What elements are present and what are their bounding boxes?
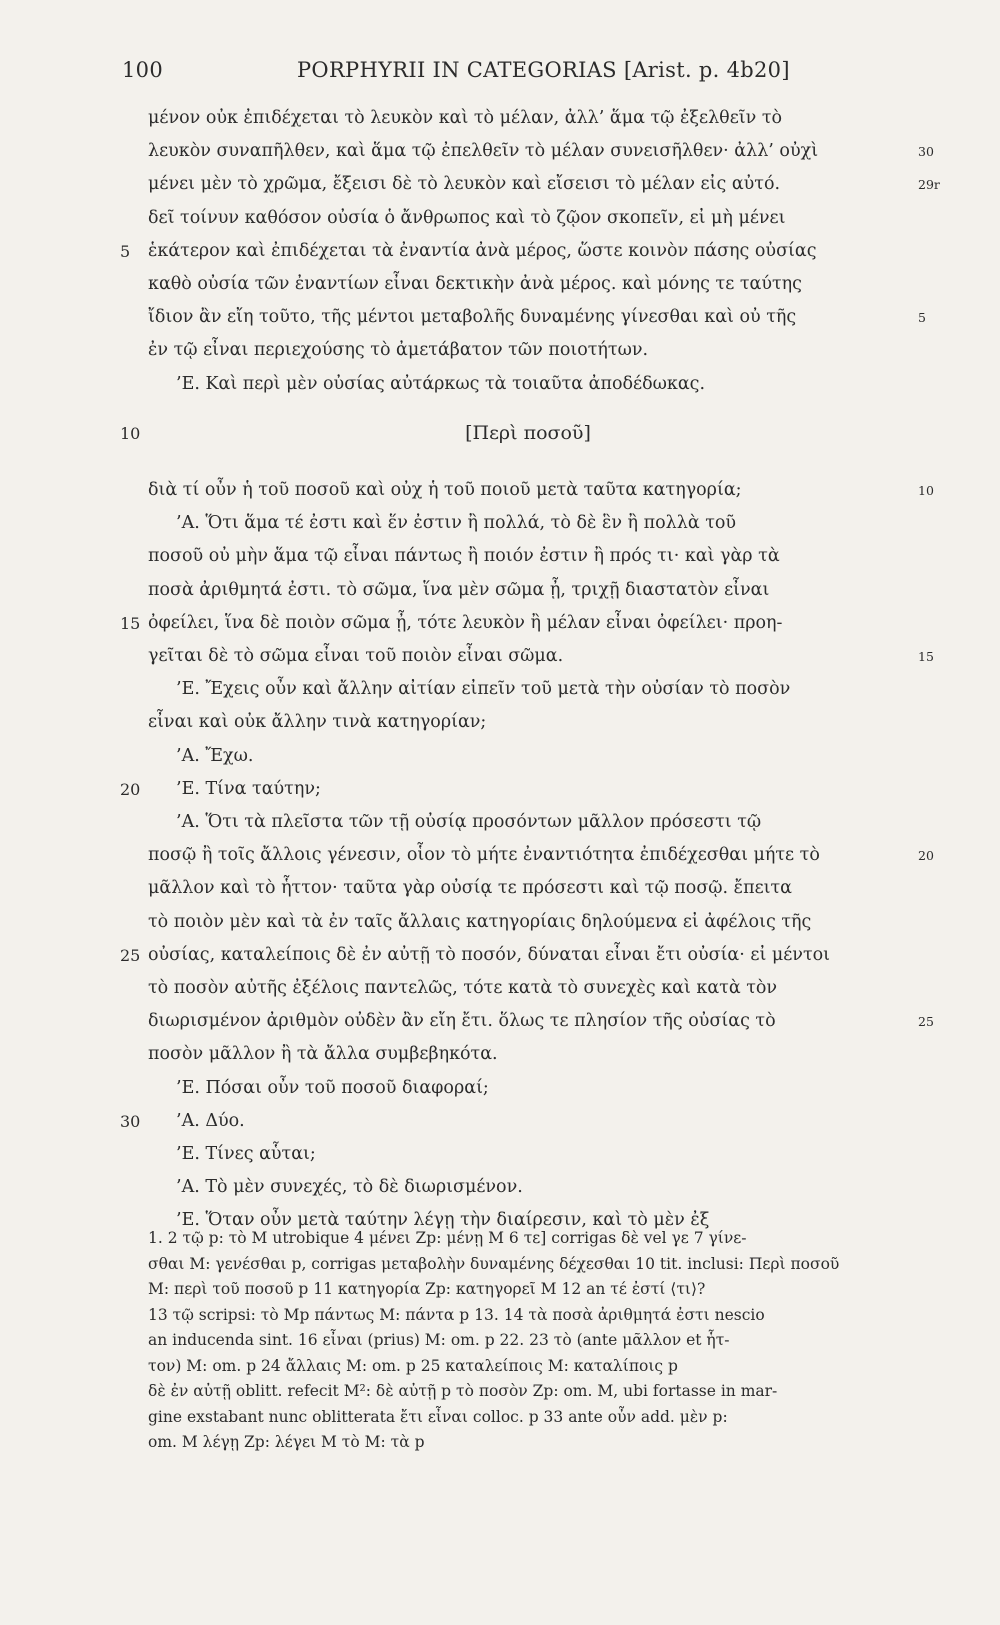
line-number: 20 — [120, 779, 141, 799]
apparatus-line: an inducenda sint. 16 εἶναι (prius) M: om. p 22. 23 τὸ (ante μᾶλλον et ἧτ- — [148, 1331, 730, 1349]
text-line: μένον οὐκ ἐπιδέχεται τὸ λευκὸν καὶ τὸ μέλαν, ἀλλ’ ἅμα τῷ ἐξελθεῖν τὸ — [148, 108, 783, 128]
text-line: διὰ τί οὖν ἡ τοῦ ποσοῦ καὶ οὐχ ἡ τοῦ ποιοῦ μετὰ ταῦτα κατηγορία; — [148, 480, 742, 500]
text-line: ’Α. Δύο. — [176, 1110, 245, 1131]
text-line: ’Ε. Καὶ περὶ μὲν οὐσίας αὐτάρκως τὰ τοιαῦτα ἀποδέδωκας. — [176, 373, 706, 394]
text-line: ἴδιον ἂν εἴη τοῦτο, τῆς μέντοι μεταβολῆς δυναμένης γίνεσθαι καὶ οὐ τῆς — [148, 307, 797, 328]
text-line: μᾶλλον καὶ τὸ ἧττον· ταῦτα γὰρ οὐσίᾳ τε πρόσεστι καὶ τῷ ποσῷ. ἔπειτα — [148, 878, 792, 899]
text-line: ἐν τῷ εἶναι περιεχούσης τὸ ἀμετάβατον τῶν ποιοτήτων. — [148, 340, 649, 361]
line-number: 15 — [120, 613, 141, 633]
page-number: 100 — [122, 58, 163, 82]
line-number: 25 — [120, 945, 141, 965]
margin-reference: 15 — [918, 649, 934, 664]
margin-reference: 25 — [918, 1014, 934, 1030]
text-line: ’Ε. Πόσαι οὖν τοῦ ποσοῦ διαφοραί; — [176, 1077, 489, 1098]
margin-reference: 30 — [918, 144, 934, 160]
text-line: τὸ ποσὸν αὐτῆς ἐξέλοις παντελῶς, τότε κατὰ τὸ συνεχὲς καὶ κατὰ τὸν — [148, 978, 778, 998]
text-line: ἑκάτερον καὶ ἐπιδέχεται τὰ ἐναντία ἀνὰ μέρος, ὥστε κοινὸν πάσης οὐσίας — [148, 240, 817, 261]
margin-reference: 5 — [918, 310, 926, 326]
text-line: οὐσίας, καταλείποις δὲ ἐν αὐτῇ τὸ ποσόν, δύναται εἶναι ἔτι οὐσία· εἰ μέντοι — [148, 944, 831, 965]
running-head: PORPHYRII IN CATEGORIAS [Arist. p. 4b20] — [297, 58, 790, 82]
text-line: μένει μὲν τὸ χρῶμα, ἔξεισι δὲ τὸ λευκὸν καὶ εἴσεισι τὸ μέλαν εἰς αὐτό. — [148, 174, 781, 195]
apparatus-line: τον) M: om. p 24 ἄλλαις M: om. p 25 καταλείποις M: καταλίποις p — [148, 1356, 678, 1375]
text-line: διωρισμένον ἀριθμὸν οὐδὲν ἂν εἴη ἔτι. ὅλως τε πλησίον τῆς οὐσίας τὸ — [148, 1011, 776, 1032]
text-line: ’Ε. Ἔχεις οὖν καὶ ἄλλην αἰτίαν εἰπεῖν τοῦ μετὰ τὴν οὐσίαν τὸ ποσὸν — [176, 679, 791, 700]
apparatus-line: 1. 2 τῷ p: τὸ M utrobique 4 μένει Zp: μένῃ M 6 τε] corrigas δὲ vel γε 7 γίνε- — [148, 1229, 747, 1247]
text-line: ’Α. Τὸ μὲν συνεχές, τὸ δὲ διωρισμένον. — [176, 1177, 523, 1198]
margin-reference: 20 — [918, 848, 934, 864]
margin-reference: 10 — [918, 483, 934, 498]
text-line: ’Ε. Τίνες αὗται; — [176, 1144, 316, 1164]
margin-reference: 29r — [918, 177, 940, 193]
text-line: ’Ε. Τίνα ταύτην; — [176, 778, 321, 799]
text-line: εἶναι καὶ οὐκ ἄλλην τινὰ κατηγορίαν; — [148, 712, 487, 733]
text-line: ’Ε. Ὅταν οὖν μετὰ ταύτην λέγῃ τὴν διαίρεσιν, καὶ τὸ μὲν ἐξ — [176, 1210, 710, 1231]
text-line: ποσοῦ οὐ μὴν ἅμα τῷ εἶναι πάντως ἢ ποιόν ἐστιν ἢ πρός τι· καὶ γὰρ τὰ — [148, 546, 780, 567]
text-line: λευκὸν συναπῆλθεν, καὶ ἅμα τῷ ἐπελθεῖν τὸ μέλαν συνεισῆλθεν· ἀλλ’ οὐχὶ — [148, 141, 819, 162]
text-line: ποσῷ ἢ τοῖς ἄλλοις γένεσιν, οἷον τὸ μήτε ἐναντιότητα ἐπιδέχεσθαι μήτε τὸ — [148, 845, 820, 866]
section-title-line-number: 10 — [120, 424, 141, 443]
critical-apparatus — [148, 1226, 918, 1456]
apparatus-line: om. M λέγῃ Zp: λέγει M τὸ M: τὰ p — [148, 1433, 425, 1451]
text-line: ’Α. Ὅτι τὰ πλεῖστα τῶν τῇ οὐσίᾳ προσόντων μᾶλλον πρόσεστι τῷ — [176, 812, 762, 832]
text-line: καθὸ οὐσία τῶν ἐναντίων εἶναι δεκτικὴν ἀνὰ μέρος. καὶ μόνης τε ταύτης — [148, 274, 802, 294]
text-line: ’Α. Ὅτι ἅμα τέ ἐστι καὶ ἕν ἐστιν ἢ πολλά, τὸ δὲ ἓν ἢ πολλὰ τοῦ — [176, 513, 737, 534]
text-line: ποσὸν μᾶλλον ἢ τὰ ἄλλα συμβεβηκότα. — [148, 1044, 498, 1065]
text-line: ὀφείλει, ἵνα δὲ ποιὸν σῶμα ᾖ, τότε λευκὸν ἢ μέλαν εἶναι ὀφείλει· προη- — [148, 612, 783, 633]
line-number: 5 — [120, 241, 131, 261]
apparatus-line: σθαι M: γενέσθαι p, corrigas μεταβολὴν δυναμένης δέχεσθαι 10 tit. inclusi: Περὶ ποσοῦ — [148, 1254, 840, 1273]
text-line: ποσὰ ἀριθμητά ἐστι. τὸ σῶμα, ἵνα μὲν σῶμα ᾖ, τριχῇ διαστατὸν εἶναι — [148, 579, 770, 600]
line-number: 30 — [120, 1111, 141, 1131]
apparatus-line: δὲ ἐν αὐτῇ oblitt. refecit M²: δὲ αὐτῇ p τὸ ποσὸν Zp: om. M, ubi fortasse in mar- — [148, 1382, 778, 1400]
text-line: γεῖται δὲ τὸ σῶμα εἶναι τοῦ ποιὸν εἶναι σῶμα. — [148, 646, 564, 666]
text-line: δεῖ τοίνυν καθόσον οὐσία ὁ ἄνθρωπος καὶ τὸ ζῷον σκοπεῖν, εἰ μὴ μένει — [148, 207, 786, 228]
section-title: [Περὶ ποσοῦ] — [465, 422, 591, 444]
apparatus-line: 13 τῷ scripsi: τὸ Mp πάντως M: πάντα p 13. 14 τὰ ποσὰ ἀριθμητά ἐστι nescio — [148, 1305, 765, 1324]
apparatus-line: gine exstabant nunc oblitterata ἔτι εἶναι colloc. p 33 ante οὖν add. μὲν p: — [148, 1407, 728, 1426]
text-line: ’Α. Ἔχω. — [176, 745, 254, 766]
text-line: τὸ ποιὸν μὲν καὶ τὰ ἐν ταῖς ἄλλαις κατηγορίαις δηλούμενα εἰ ἀφέλοις τῆς — [148, 911, 812, 932]
apparatus-line: M: περὶ τοῦ ποσοῦ p 11 κατηγορία Zp: κατηγορεῖ M 12 an τέ ἐστί ⟨τι⟩? — [148, 1280, 706, 1298]
